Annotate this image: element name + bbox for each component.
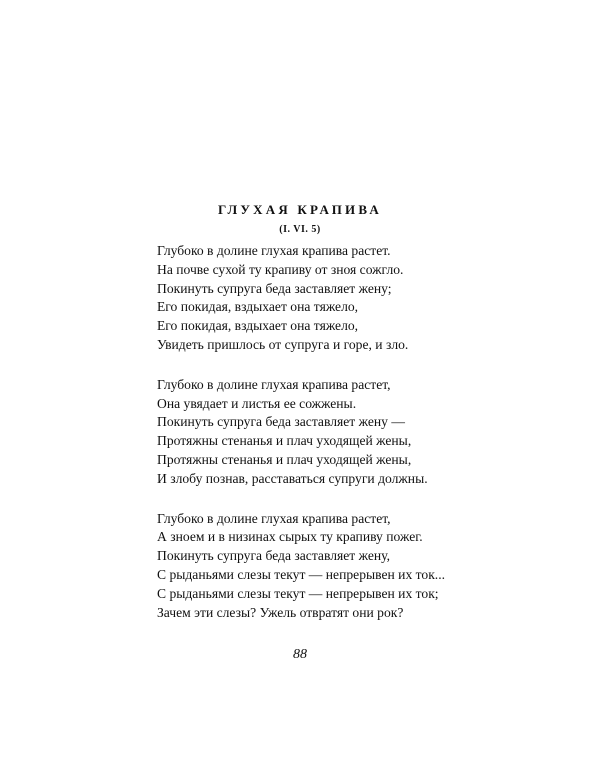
poem-line: Протяжны стенанья и плач уходящей жены,: [157, 451, 412, 467]
poem-line: Протяжны стенанья и плач уходящей жены,: [157, 433, 412, 449]
poem-line: Покинуть супруга беда заставляет жену —: [157, 414, 405, 430]
poem-reference: (I. VI. 5): [279, 224, 321, 235]
stanza-1: [157, 242, 577, 355]
poem-line: Глубоко в долине глухая крапива растет,: [157, 376, 391, 392]
poem-line: Покинуть супруга беда заставляет жену;: [157, 280, 392, 296]
poem-line: На почве сухой ту крапиву от зноя сожгло.: [157, 261, 404, 277]
poem-line: Зачем эти слезы? Ужель отвратят они рок?: [157, 604, 404, 620]
poem-title: ГЛУХАЯ КРАПИВА: [218, 202, 382, 217]
poem-line: С рыданьями слезы текут — непрерывен их ток...: [157, 566, 445, 582]
poem-line: Его покидая, вздыхает она тяжело,: [157, 299, 359, 315]
poem-line: Увидеть пришлось от супруга и горе, и зло.: [157, 336, 409, 352]
page-number: 88: [293, 647, 307, 662]
poem-body: [157, 242, 577, 643]
stanza-3: [157, 510, 577, 623]
stanza-2: [157, 376, 577, 489]
poem-line: Глубоко в долине глухая крапива растет,: [157, 510, 391, 526]
poem-line: А зноем и в низинах сырых ту крапиву пожег.: [157, 529, 423, 545]
poem-line: Она увядает и листья ее сожжены.: [157, 395, 357, 411]
poem-line: Его покидая, вздыхает она тяжело,: [157, 318, 359, 334]
poem-line: Глубоко в долине глухая крапива растет.: [157, 243, 391, 258]
poem-line: С рыданьями слезы текут — непрерывен их ток;: [157, 585, 439, 601]
poem-line: И злобу познав, расставаться супруги должны.: [157, 470, 428, 486]
poem-line: Покинуть супруга беда заставляет жену,: [157, 548, 390, 564]
